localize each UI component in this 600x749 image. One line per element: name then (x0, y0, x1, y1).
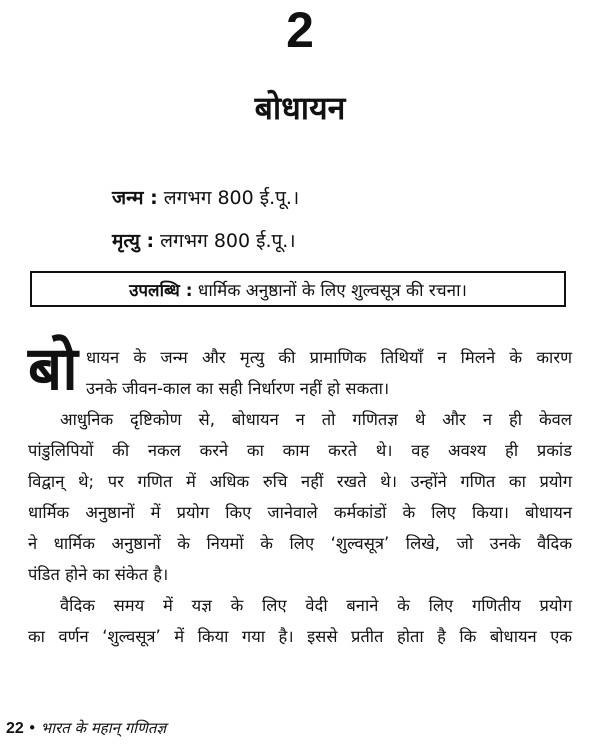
chapter-title: बोधायन (254, 89, 346, 127)
birth-label: जन्म : (112, 187, 158, 209)
body-line: वैदिक समय में यज्ञ के लिए वेदी बनाने के लिए गणितीय प्रयोग (60, 596, 572, 615)
page-footer (6, 716, 166, 741)
achievement-box (30, 271, 566, 307)
death-label: मृत्यु : (112, 230, 155, 252)
body-line: उनके जीवन-काल का सही निर्धारण नहीं हो सकता। (86, 379, 390, 398)
achievement-label: उपलब्धि : (129, 280, 193, 301)
chapter-number: 2 (286, 2, 314, 58)
birth-fact (112, 184, 299, 212)
body-line: आधुनिक दृष्टिकोण से, बोधायन न तो गणितज्ञ थे और न ही केवल (60, 410, 572, 429)
death-value: लगभग 800 ई.पू.। (160, 230, 296, 252)
page-number: 22 (6, 720, 24, 737)
book-title: भारत के महान् गणितज्ञ (40, 719, 167, 737)
body-line: विद्वान् थे; पर गणित में अधिक रुचि नहीं रखते थे। उन्होंने गणित का प्रयोग (28, 472, 572, 491)
achievement-value: धार्मिक अनुष्ठानों के लिए शुल्वसूत्र की रचना। (197, 280, 467, 301)
footer-bullet: • (27, 719, 37, 737)
birth-value: लगभग 800 ई.पू.। (163, 187, 300, 209)
drop-cap: बो (28, 334, 78, 404)
body-line: पांडुलिपियों की नकल करने का काम करते थे। वह अवश्य ही प्रकांड (28, 441, 572, 460)
body-line: धार्मिक अनुष्ठानों में प्रयोग किए जानेवाले कर्मकांडों के लिए किया। बोधायन (28, 503, 572, 522)
body-line: धायन के जन्म और मृत्यु की प्रामाणिक तिथियाँ न मिलने के कारण (86, 348, 572, 367)
body-line: का वर्णन ‘शुल्वसूत्र’ में किया गया है। इससे प्रतीत होता है कि बोधायन एक (28, 627, 572, 646)
body-line: ने धार्मिक अनुष्ठानों के नियमों के लिए ‘शुल्वसूत्र’ लिखे, जो उनके वैदिक (28, 534, 572, 553)
death-fact (112, 227, 296, 255)
body-text (28, 334, 572, 652)
body-line: पंडित होने का संकेत है। (28, 565, 169, 584)
